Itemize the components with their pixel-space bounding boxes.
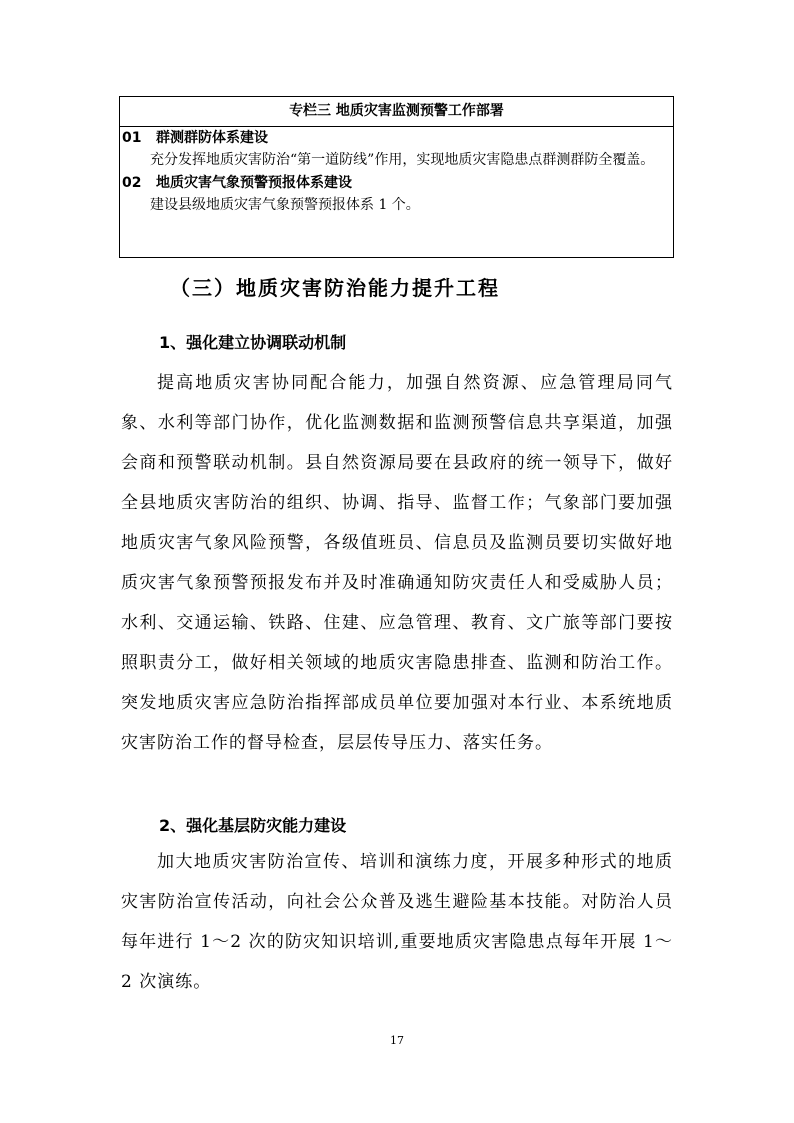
box-item-number: 02 bbox=[122, 175, 142, 191]
box-item-heading-text: 群测群防体系建设 bbox=[156, 130, 268, 146]
column-box bbox=[119, 96, 674, 258]
section-heading: （三）地质灾害防治能力提升工程 bbox=[170, 276, 500, 300]
body-paragraph: 加大地质灾害防治宣传、培训和演练力度，开展多种形式的地质灾害防治宣传活动，向社会公众普及逃生避险基本技能。对防治人员每年进行 1～2 次的防灾知识培训,重要地质灾害隐患点每年开展 1～2 次演练。 bbox=[121, 852, 673, 992]
box-item-text: 建设县级地质灾害气象预警预报体系 1 个。 bbox=[150, 197, 420, 213]
column-box-title: 专栏三 地质灾害监测预警工作部署 bbox=[120, 97, 673, 127]
subsection-heading: 2、强化基层防灾能力建设 bbox=[159, 816, 347, 835]
subsection-heading: 1、强化建立协调联动机制 bbox=[159, 333, 347, 352]
body-paragraph: 提高地质灾害协同配合能力，加强自然资源、应急管理局同气象、水利等部门协作，优化监测数据和监测预警信息共享渠道，加强会商和预警联动机制。县自然资源局要在县政府的统一领导下，做好全县地质灾害防治的组织、协调、指导、监督工作；气象部门要加强地质灾害气象风险预警，各级值班员、信息员及监测员要切实做好地质灾害气象预警预报发布并及时准确通知防灾责任人和受威胁人员；水利、交通运输、铁路、住建、应急管理、教育、文广旅等部门要按照职责分工，做好相关领域的地质灾害隐患排查、监测和防治工作。突发地质灾害应急防治指挥部成员单位要加强对本行业、本系统地质灾害防治工作的督导检查，层层传导压力、落实任务。 bbox=[121, 373, 673, 753]
box-item-heading-text: 地质灾害气象预警预报体系建设 bbox=[156, 175, 352, 191]
page-number: 17 bbox=[390, 1034, 404, 1047]
box-item-heading bbox=[120, 172, 673, 194]
box-item-text: 充分发挥地质灾害防治“第一道防线”作用，实现地质灾害隐患点群测群防全覆盖。 bbox=[150, 152, 655, 168]
box-item-number: 01 bbox=[122, 130, 142, 146]
box-item-heading bbox=[120, 127, 673, 149]
